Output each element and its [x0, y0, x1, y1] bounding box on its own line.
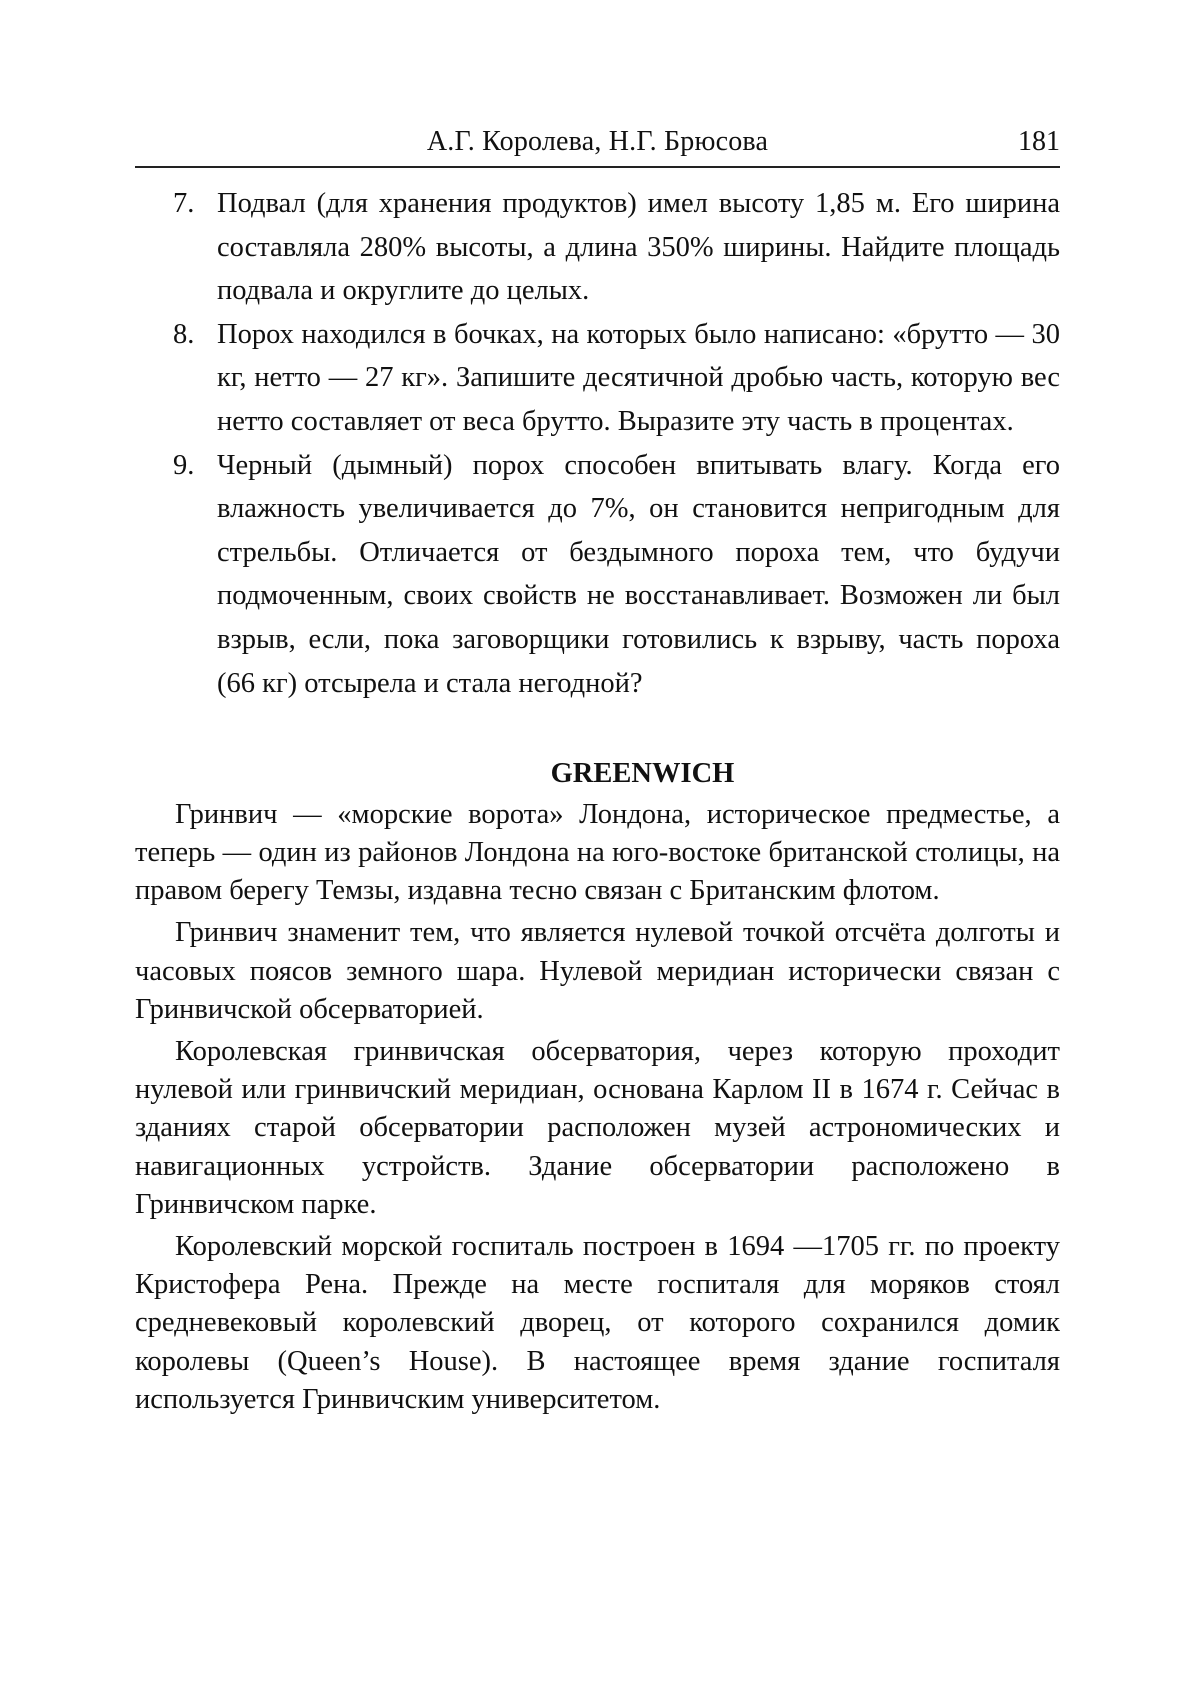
paragraph: Гринвич знаменит тем, что является нулевой точкой отсчёта долготы и часовых поясов земного шара. Нулевой меридиан исторически связан с Гринвичской обсерваторией. [135, 917, 1060, 1025]
problem-number: 9. [173, 449, 195, 481]
problem-text: Подвал (для хранения продуктов) имел высоту 1,85 м. Его ширина составляла 280% высоты, а длина 350% ширины. Найдите площадь подвала и округлите до целых. [217, 188, 1060, 307]
running-header [135, 118, 1060, 168]
paragraph: Королевский морской госпиталь построен в 1694 —1705 гг. по проекту Кристофера Рена. Прежде на месте госпиталя для моряков стоял средневековый королевский дворец, от которого сохранился домик королевы (Queen’s House). В настоящее время здание госпиталя используется Гринвичским университетом. [135, 1230, 1060, 1415]
problem-list [135, 182, 1060, 705]
paragraph: Королевская гринвичская обсерватория, через которую проходит нулевой или гринвичский меридиан, основана Карлом II в 1674 г. Сейчас в зданиях старой обсерватории расположен музей астрономических и навигационных устройств. Здание обсерватории расположено в Гринвичском парке. [135, 1035, 1060, 1220]
section-title: GREENWICH [550, 758, 735, 790]
problem-number: 7. [173, 188, 195, 219]
page-number: 181 [1018, 126, 1060, 157]
problem-text: Черный (дымный) порох способен впитывать влагу. Когда его влажность увеличивается до 7%, он становится непригодным для стрельбы. Отличается от бездымного пороха тем, что будучи подмоченным, своих свойств не восстанавливает. Возможен ли был взрыв, если, пока заговорщики готовились к взрыву, часть пороха (66 кг) отсырела и стала негодной? [217, 449, 1060, 699]
book-page [135, 118, 1060, 1419]
header-authors: А.Г. Королева, Н.Г. Брюсова [426, 126, 769, 157]
problem-item [135, 313, 1060, 444]
section-body [135, 796, 1060, 1419]
problem-text: Порох находился в бочках, на которых было написано: «брутто — 30 кг, нетто — 27 кг». Запишите десятичной дробью часть, которую вес нетто составляет от веса брутто. Выразите эту часть в процентах. [217, 318, 1060, 437]
problem-item [135, 182, 1060, 313]
problem-number: 8. [173, 318, 195, 350]
paragraph: Гринвич — «морские ворота» Лондона, историческое предместье, а теперь — один из районов Лондона на юго-востоке британской столицы, на правом берегу Темзы, издавна тесно связан с Британским флотом. [135, 798, 1060, 907]
problem-item [135, 444, 1060, 706]
